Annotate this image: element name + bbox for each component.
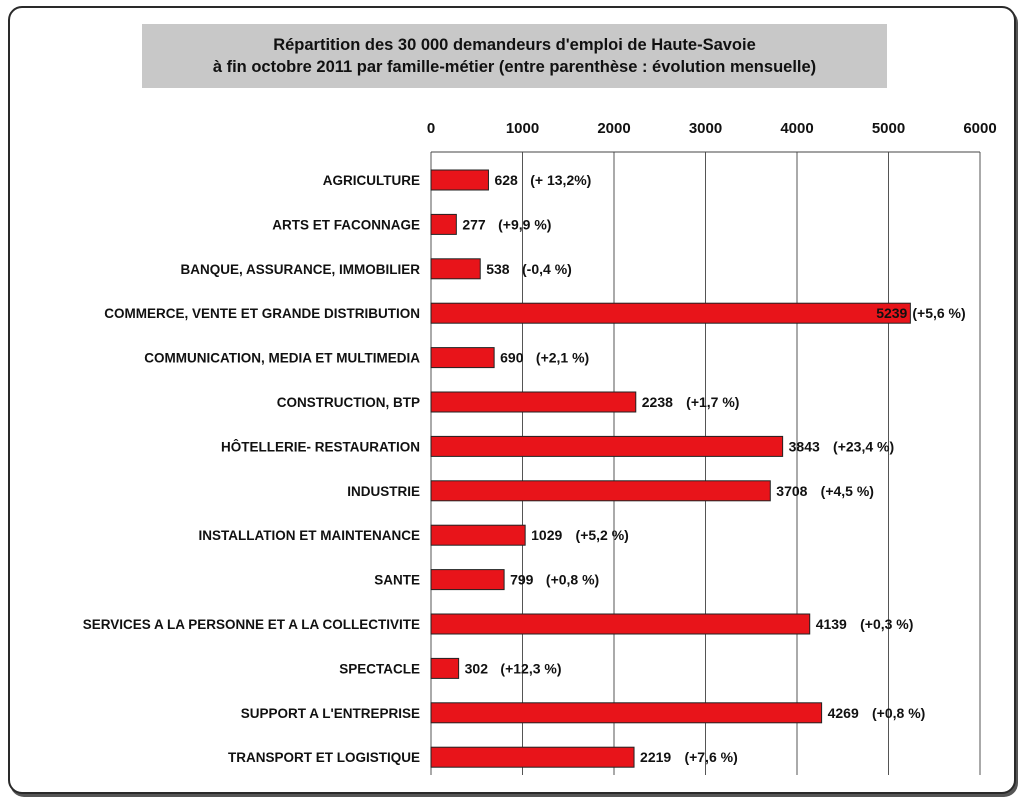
- bar: [431, 703, 822, 723]
- category-label: SUPPORT A L'ENTREPRISE: [240, 705, 420, 721]
- evolution-label: (+0,3 %): [860, 616, 914, 632]
- evolution-label: (-0,4 %): [522, 260, 572, 277]
- bar: [431, 481, 770, 501]
- category-label: COMMERCE, VENTE ET GRANDE DISTRIBUTION: [104, 306, 420, 322]
- evolution-label: (+5,2 %): [575, 527, 629, 544]
- value-label: 2238: [641, 394, 673, 410]
- bar: [431, 303, 910, 323]
- bar: [431, 747, 634, 767]
- category-label: BANQUE, ASSURANCE, IMMOBILIER: [180, 261, 420, 277]
- evolution-label: (+4,5 %): [820, 482, 874, 499]
- value-label: 5239: [876, 305, 908, 322]
- x-tick-label: 6000: [963, 120, 997, 137]
- value-label: 2219: [640, 749, 672, 766]
- value-label: 4139: [815, 616, 847, 632]
- bar: [431, 570, 504, 590]
- value-label: 1029: [531, 527, 563, 544]
- value-label: 277: [462, 216, 486, 233]
- value-label: 690: [500, 349, 524, 366]
- x-tick-label: 1000: [505, 120, 540, 137]
- category-label: INDUSTRIE: [347, 483, 420, 499]
- bar: [431, 658, 459, 678]
- bar: [431, 436, 783, 456]
- category-label: HÔTELLERIE- RESTAURATION: [221, 439, 420, 455]
- value-label: 628: [494, 172, 518, 188]
- value-label: 3708: [776, 482, 808, 499]
- x-tick-label: 5000: [871, 120, 906, 137]
- category-label: INSTALLATION ET MAINTENANCE: [198, 528, 420, 544]
- evolution-label: (+5,6 %): [912, 305, 966, 322]
- category-label: ARTS ET FACONNAGE: [272, 217, 420, 233]
- x-tick-label: 4000: [780, 120, 814, 137]
- value-label: 538: [486, 260, 510, 277]
- bar: [431, 525, 525, 545]
- evolution-label: (+ 13,2%): [530, 172, 592, 188]
- evolution-label: (+2,1 %): [535, 349, 590, 366]
- evolution-label: (+12,3 %): [500, 660, 562, 677]
- evolution-label: (+23,4 %): [833, 438, 895, 455]
- category-label: COMMUNICATION, MEDIA ET MULTIMEDIA: [144, 350, 420, 366]
- category-label: SANTE: [374, 572, 420, 588]
- evolution-label: (+7,6 %): [684, 749, 738, 766]
- evolution-label: (+9,9 %): [498, 216, 552, 233]
- category-label: SPECTACLE: [339, 661, 420, 677]
- evolution-label: (+1,7 %): [686, 394, 740, 410]
- x-tick-label: 2000: [597, 120, 631, 137]
- category-label: TRANSPORT ET LOGISTIQUE: [227, 750, 420, 766]
- x-tick-label: 3000: [688, 120, 723, 137]
- bar: [431, 614, 810, 634]
- evolution-label: (+0,8 %): [872, 704, 926, 721]
- x-tick-label: 0: [426, 120, 436, 137]
- bar: [431, 259, 480, 279]
- value-label: 4269: [827, 704, 859, 721]
- chart-title-line-2: à fin octobre 2011 par famille-métier (entre parenthèse : évolution mensuelle): [212, 58, 817, 76]
- bar: [431, 170, 488, 190]
- value-label: 799: [510, 571, 534, 588]
- category-label: SERVICES A LA PERSONNE ET A LA COLLECTIVITE: [82, 617, 420, 632]
- bar: [431, 348, 494, 368]
- chart-title-line-1: Répartition des 30 000 demandeurs d'emploi de Haute-Savoie: [273, 36, 756, 54]
- bar: [431, 392, 636, 412]
- evolution-label: (+0,8 %): [545, 571, 600, 588]
- value-label: 302: [464, 660, 488, 677]
- category-label: CONSTRUCTION, BTP: [276, 395, 420, 410]
- category-label: AGRICULTURE: [322, 173, 420, 188]
- bar: [431, 214, 456, 234]
- value-label: 3843: [788, 438, 820, 455]
